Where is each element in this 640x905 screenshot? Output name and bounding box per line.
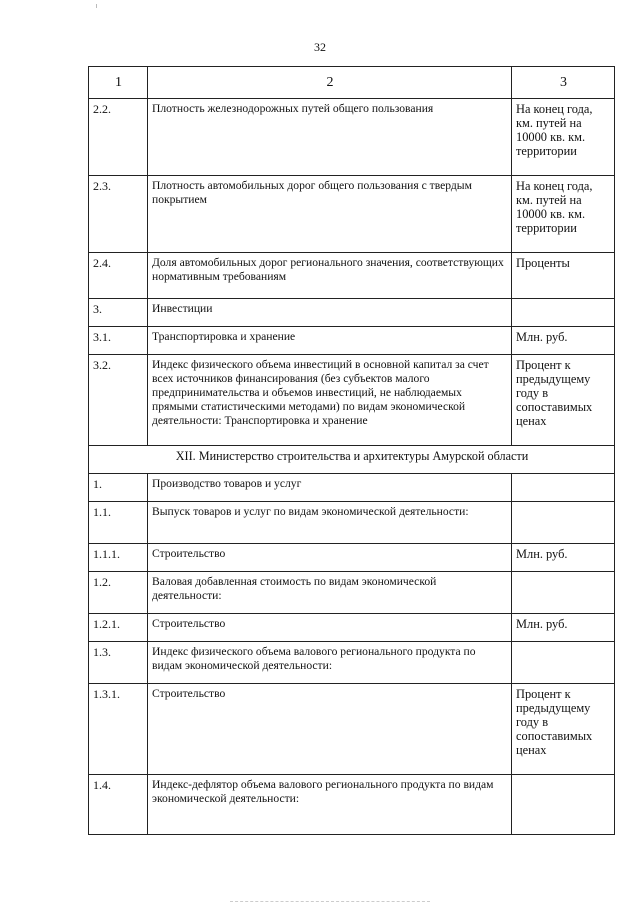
row-number: 1.3. xyxy=(89,642,148,684)
unit-of-measure xyxy=(512,502,615,544)
table-row xyxy=(89,99,615,176)
table-row xyxy=(89,355,615,446)
row-number: 3.2. xyxy=(89,355,148,446)
unit-of-measure xyxy=(512,572,615,614)
scan-mark xyxy=(96,4,97,8)
row-number: 1.1.1. xyxy=(89,544,148,572)
indicator-name: Инвестиции xyxy=(148,299,512,327)
section-title: XII. Министерство строительства и архитектуры Амурской области xyxy=(89,446,615,474)
table-row xyxy=(89,775,615,835)
table-row xyxy=(89,299,615,327)
indicator-name: Плотность железнодорожных путей общего пользования xyxy=(148,99,512,176)
table-row xyxy=(89,572,615,614)
row-number: 3. xyxy=(89,299,148,327)
row-number: 1.2.1. xyxy=(89,614,148,642)
unit-of-measure: Млн. руб. xyxy=(512,544,615,572)
row-number: 1.2. xyxy=(89,572,148,614)
indicator-name: Валовая добавленная стоимость по видам экономической деятельности: xyxy=(148,572,512,614)
column-header-1: 1 xyxy=(89,67,148,99)
unit-of-measure xyxy=(512,642,615,684)
footer-scan-artifact xyxy=(230,901,430,903)
indicator-name: Индекс физического объема инвестиций в основной капитал за счет всех источников финансирования (без субъектов малого предпринимательства и объемов инвестиций, не наблюдаемых прямыми статистическими методами) по видам экономической деятельности: Транспортировка и хранение xyxy=(148,355,512,446)
row-number: 2.4. xyxy=(89,253,148,299)
unit-of-measure: Процент к предыдущему году в сопоставимых ценах xyxy=(512,355,615,446)
table-row xyxy=(89,474,615,502)
unit-of-measure: Млн. руб. xyxy=(512,614,615,642)
unit-of-measure xyxy=(512,474,615,502)
row-number: 2.2. xyxy=(89,99,148,176)
table-row xyxy=(89,176,615,253)
unit-of-measure: Млн. руб. xyxy=(512,327,615,355)
indicator-name: Строительство xyxy=(148,544,512,572)
indicator-name: Доля автомобильных дорог регионального значения, соответствующих нормативным требованиям xyxy=(148,253,512,299)
table-header-row xyxy=(89,67,615,99)
row-number: 1. xyxy=(89,474,148,502)
section-header-row xyxy=(89,446,615,474)
column-header-2: 2 xyxy=(148,67,512,99)
unit-of-measure xyxy=(512,299,615,327)
column-header-3: 3 xyxy=(512,67,615,99)
indicators-table xyxy=(88,66,615,835)
table-row xyxy=(89,502,615,544)
indicator-name: Строительство xyxy=(148,614,512,642)
indicator-name: Выпуск товаров и услуг по видам экономической деятельности: xyxy=(148,502,512,544)
row-number: 2.3. xyxy=(89,176,148,253)
indicator-name: Индекс-дефлятор объема валового регионального продукта по видам экономической деятельности: xyxy=(148,775,512,835)
indicator-name: Строительство xyxy=(148,684,512,775)
unit-of-measure xyxy=(512,775,615,835)
indicator-name: Производство товаров и услуг xyxy=(148,474,512,502)
unit-of-measure: Проценты xyxy=(512,253,615,299)
row-number: 1.4. xyxy=(89,775,148,835)
row-number: 1.1. xyxy=(89,502,148,544)
row-number: 3.1. xyxy=(89,327,148,355)
table-row xyxy=(89,544,615,572)
table-row xyxy=(89,614,615,642)
unit-of-measure: Процент к предыдущему году в сопоставимых ценах xyxy=(512,684,615,775)
indicator-name: Плотность автомобильных дорог общего пользования с твердым покрытием xyxy=(148,176,512,253)
table-row xyxy=(89,327,615,355)
table-row xyxy=(89,684,615,775)
unit-of-measure: На конец года, км. путей на 10000 кв. км. территории xyxy=(512,99,615,176)
unit-of-measure: На конец года, км. путей на 10000 кв. км. территории xyxy=(512,176,615,253)
page-number: 32 xyxy=(314,40,326,54)
table-row xyxy=(89,253,615,299)
table-row xyxy=(89,642,615,684)
indicator-name: Транспортировка и хранение xyxy=(148,327,512,355)
row-number: 1.3.1. xyxy=(89,684,148,775)
indicator-name: Индекс физического объема валового регионального продукта по видам экономической деятельности: xyxy=(148,642,512,684)
